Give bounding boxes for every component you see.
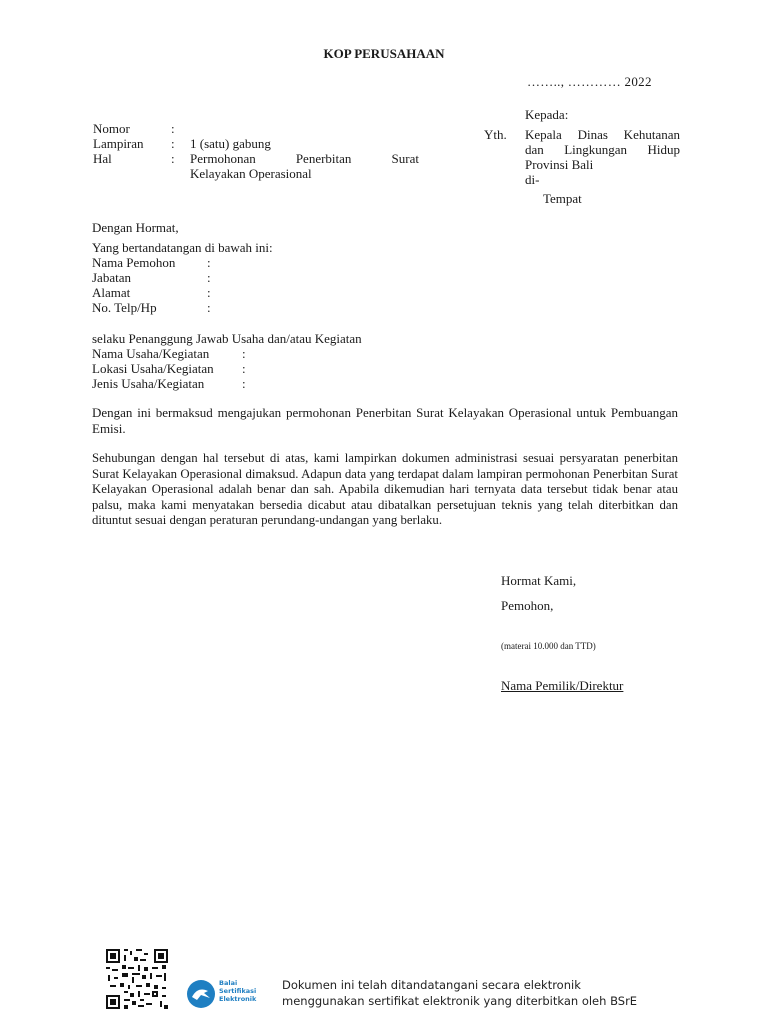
field-alamat: Alamat bbox=[92, 285, 131, 300]
hal-value-line1 bbox=[190, 151, 419, 166]
field-colon: : bbox=[242, 361, 246, 376]
greeting: Dengan Hormat, bbox=[92, 220, 179, 235]
closing-salutation: Hormat Kami, bbox=[501, 573, 577, 588]
esign-notice bbox=[282, 977, 637, 1009]
nomor-colon: : bbox=[171, 121, 175, 136]
pemohon-label: Pemohon, bbox=[501, 598, 554, 613]
hal-colon: : bbox=[171, 151, 175, 166]
bsre-logo-icon bbox=[186, 979, 216, 1009]
signatory-name: Nama Pemilik/Direktur bbox=[501, 678, 624, 693]
hal-label: Hal bbox=[93, 151, 112, 166]
yth-label: Yth. bbox=[484, 127, 507, 142]
field-colon: : bbox=[207, 270, 211, 285]
paragraph-purpose: Dengan ini bermaksud mengajukan permohonan Penerbitan Surat Kelayakan Operasional untuk Pembuangan Emisi. bbox=[92, 405, 678, 436]
paragraph-statement: Sehubungan dengan hal tersebut di atas, kami lampirkan dokumen administrasi sesuai persyaratan penerbitan Surat Kelayakan Operasional dimaksud. Adapun data yang terdapat dalam lampiran permohonan Penerbitan Surat Kelayakan Operasional adalah benar dan sah. Apabila dikemudian hari ternyata data tersebut tidak benar atau palsu, maka kami menyatakan bersedia dicabut atau dibatalkan persetujuan teknis yang telah diterbitkan dan dituntut sesuai dengan peraturan perundang-undangan yang berlaku. bbox=[92, 451, 678, 527]
lampiran-value: 1 (satu) gabung bbox=[190, 136, 271, 151]
field-colon: : bbox=[242, 376, 246, 391]
field-colon: : bbox=[242, 346, 246, 361]
recipient-line-4: di- bbox=[525, 172, 540, 187]
qr-code-icon bbox=[106, 949, 168, 1009]
field-lokasi-usaha: Lokasi Usaha/Kegiatan bbox=[92, 361, 214, 376]
materai-note: (materai 10.000 dan TTD) bbox=[501, 641, 596, 651]
bsre-logo-line-1: Balai bbox=[219, 979, 238, 987]
field-jenis-usaha: Jenis Usaha/Kegiatan bbox=[92, 376, 205, 391]
recipient-line-3: Provinsi Bali bbox=[525, 157, 594, 172]
field-nama-pemohon: Nama Pemohon bbox=[92, 255, 176, 270]
lampiran-label: Lampiran bbox=[93, 136, 144, 151]
nomor-label: Nomor bbox=[93, 121, 130, 136]
field-jabatan: Jabatan bbox=[92, 270, 131, 285]
field-nama-usaha: Nama Usaha/Kegiatan bbox=[92, 346, 210, 361]
field-colon: : bbox=[207, 285, 211, 300]
esign-notice-line-1: Dokumen ini telah ditandatangani secara elektronik bbox=[282, 978, 581, 992]
lampiran-colon: : bbox=[171, 136, 175, 151]
hal-word-2: Penerbitan bbox=[295, 151, 352, 166]
hal-word-1: Permohonan bbox=[190, 151, 256, 166]
intro-line: Yang bertandatangan di bawah ini: bbox=[92, 240, 273, 255]
letter-date: …….., ………… 2022 bbox=[527, 74, 652, 89]
role-line: selaku Penanggung Jawab Usaha dan/atau Kegiatan bbox=[92, 331, 362, 346]
hal-value-line2: Kelayakan Operasional bbox=[190, 166, 312, 181]
hal-word-3: Surat bbox=[391, 151, 419, 166]
recipient-address bbox=[525, 127, 680, 206]
kepada-label: Kepada: bbox=[525, 107, 569, 122]
field-telp: No. Telp/Hp bbox=[92, 300, 157, 315]
esign-notice-line-2: menggunakan sertifikat elektronik yang diterbitkan oleh BSrE bbox=[282, 994, 638, 1008]
recipient-line-1: Kepala Dinas Kehutanan bbox=[525, 127, 680, 142]
letterhead-title: KOP PERUSAHAAN bbox=[323, 46, 445, 61]
recipient-line-2: dan Lingkungan Hidup bbox=[525, 142, 680, 157]
bsre-logo-text bbox=[219, 979, 256, 1003]
bsre-logo-line-2: Sertifikasi bbox=[219, 987, 257, 995]
recipient-line-5: Tempat bbox=[543, 191, 582, 206]
field-colon: : bbox=[207, 300, 211, 315]
bsre-logo-line-3: Elektronik bbox=[219, 995, 257, 1003]
field-colon: : bbox=[207, 255, 211, 270]
